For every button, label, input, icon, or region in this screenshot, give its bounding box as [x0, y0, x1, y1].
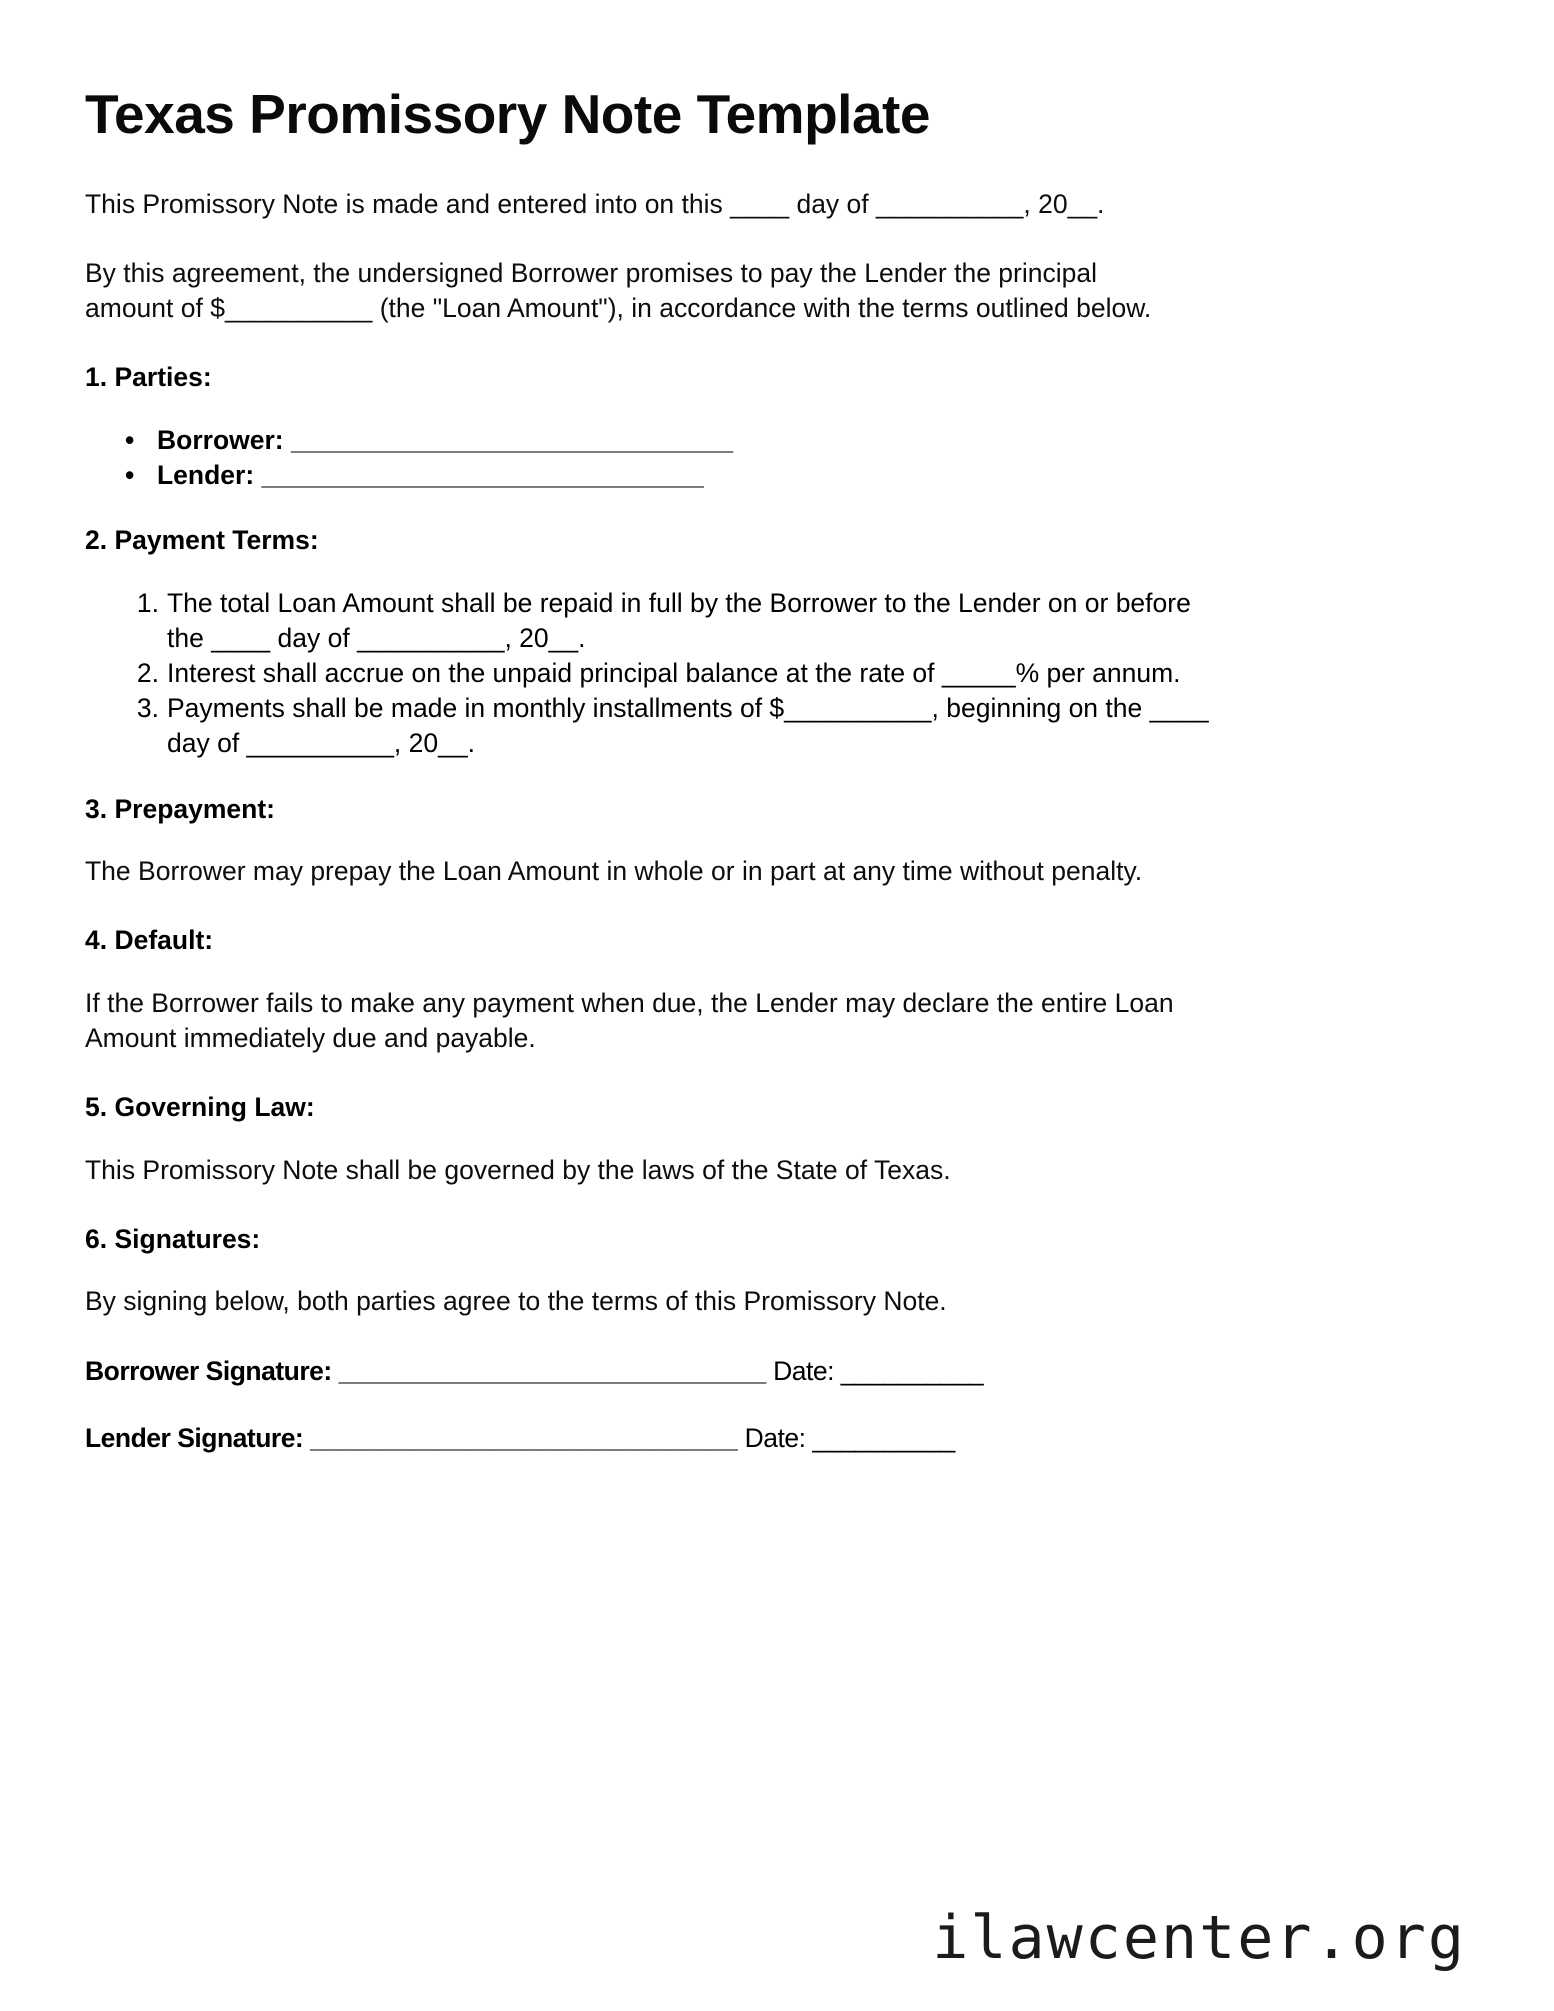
list-item	[125, 691, 1227, 761]
payment-term-text: Payments shall be made in monthly installments of $__________, beginning on the ____ day of __________, 20__.	[167, 693, 1209, 759]
list-marker: 1.	[136, 587, 159, 618]
list-item	[125, 458, 1464, 493]
borrower-signature-field[interactable]: Borrower Signature: ______________________________	[85, 1355, 766, 1386]
lender-signature-field[interactable]: Lender Signature: ______________________________	[85, 1422, 738, 1453]
parties-list	[85, 423, 1464, 493]
section-heading-payment-terms: 2. Payment Terms:	[85, 525, 319, 556]
page-title: Texas Promissory Note Template	[85, 83, 930, 145]
section-heading-prepayment: 3. Prepayment:	[85, 793, 275, 824]
borrower-signature-row	[85, 1354, 1464, 1389]
payment-term-text: The total Loan Amount shall be repaid in full by the Borrower to the Lender on or before the ____ day of __________, 20__.	[167, 587, 1191, 653]
lender-signature-row	[85, 1421, 1464, 1456]
governing-law-body: This Promissory Note shall be governed by the laws of the State of Texas.	[85, 1154, 951, 1185]
party-lender-label: Lender: ______________________________	[157, 459, 704, 490]
payment-terms-list	[85, 586, 1464, 762]
party-borrower-label: Borrower: ______________________________	[157, 424, 734, 455]
list-marker: 3.	[136, 693, 159, 724]
list-marker: 2.	[136, 658, 159, 689]
bullet-icon: •	[125, 424, 135, 455]
signatures-body: By signing below, both parties agree to the terms of this Promissory Note.	[85, 1286, 947, 1317]
site-watermark: ilawcenter.org	[932, 1903, 1466, 1973]
list-item	[125, 586, 1227, 656]
lender-date-field[interactable]: Date: __________	[744, 1422, 955, 1453]
borrower-date-field[interactable]: Date: __________	[773, 1355, 984, 1386]
list-item	[125, 656, 1227, 691]
bullet-icon: •	[125, 459, 135, 490]
intro-paragraph-principal: By this agreement, the undersigned Borrower promises to pay the Lender the principal amount of $__________ (the "Loan Amount"), in accordance with the terms outlined below.	[85, 257, 1152, 323]
section-heading-governing-law: 5. Governing Law:	[85, 1092, 315, 1123]
payment-term-text: Interest shall accrue on the unpaid principal balance at the rate of _____% per annum.	[167, 658, 1181, 689]
section-heading-parties: 1. Parties:	[85, 362, 212, 393]
section-heading-default: 4. Default:	[85, 925, 214, 956]
prepayment-body: The Borrower may prepay the Loan Amount in whole or in part at any time without penalty.	[85, 856, 1143, 887]
intro-paragraph-date: This Promissory Note is made and entered into on this ____ day of __________, 20__.	[85, 188, 1105, 219]
section-heading-signatures: 6. Signatures:	[85, 1223, 261, 1254]
list-item	[125, 423, 1464, 458]
default-body: If the Borrower fails to make any payment when due, the Lender may declare the entire Loan Amount immediately due and payable.	[85, 987, 1174, 1054]
